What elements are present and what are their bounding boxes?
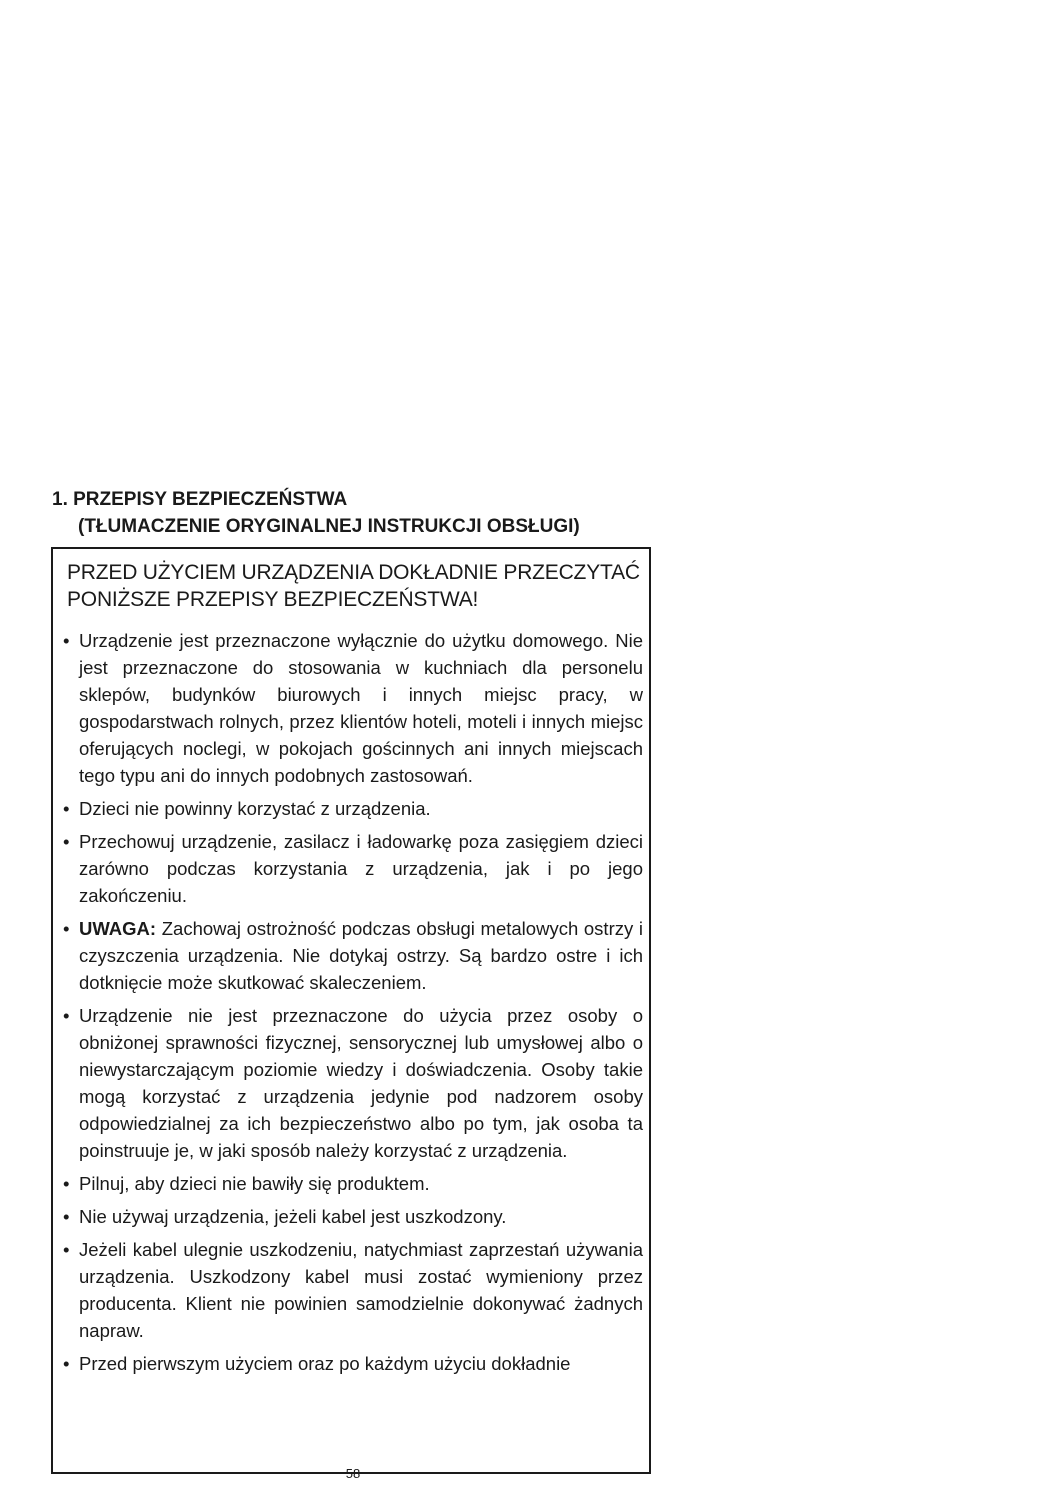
bullet-icon: •: [63, 918, 70, 939]
list-item-text: Nie używaj urządzenia, jeżeli kabel jest uszkodzony.: [79, 1206, 507, 1227]
page-number: 58: [345, 1466, 361, 1481]
list-item-text: Przechowuj urządzenie, zasilacz i ładowarkę poza zasięgiem dzieci zarówno podczas korzystania z urządzenia, jak i po jego zakończeniu.: [79, 831, 643, 906]
bullet-icon: •: [63, 1173, 70, 1194]
list-item-text: Dzieci nie powinny korzystać z urządzenia.: [79, 798, 431, 819]
bullet-icon: •: [63, 798, 70, 819]
list-item: [63, 915, 643, 996]
bullet-icon: •: [63, 630, 70, 651]
bullet-icon: •: [63, 1206, 70, 1227]
section-heading: [52, 486, 580, 540]
list-item: [63, 1236, 643, 1344]
list-item-text: Urządzenie jest przeznaczone wyłącznie do użytku domowego. Nie jest przeznaczone do stosowania w kuchniach dla personelu sklepów, budynków biurowych i innych miejsc pracy, w gospodarstwach rolnych, przez klientów hoteli, moteli i innych miejsc oferujących noclegi, w pokojach gościnnych ani innych miejscach tego typu ani do innych podobnych zastosowań.: [79, 630, 643, 786]
list-item: [63, 627, 643, 789]
bullet-icon: •: [63, 1239, 70, 1260]
list-item-text: Przed pierwszym użyciem oraz po każdym użyciu dokładnie: [79, 1353, 571, 1374]
bullet-icon: •: [63, 1005, 70, 1026]
list-item-text: Jeżeli kabel ulegnie uszkodzeniu, natychmiast zaprzestań używania urządzenia. Uszkodzony kabel musi zostać wymieniony przez producenta. Klient nie powinien samodzielnie dokonywać żadnych napraw.: [79, 1239, 643, 1341]
bullet-icon: •: [63, 831, 70, 852]
list-item-text: Urządzenie nie jest przeznaczone do użycia przez osoby o obniżonej sprawności fizycznej, sensorycznej lub umysłowej albo o niewystarczającym poziomie wiedzy i doświadczenia. Osoby takie mogą korzystać z urządzenia jedynie pod nadzorem osoby odpowiedzialnej za ich bezpieczeństwo albo po tym, jak osoba ta poinstruuje je, w jaki sposób należy korzystać z urządzenia.: [79, 1005, 643, 1161]
list-item: [63, 1170, 643, 1197]
section-heading-line1: 1. PRZEPISY BEZPIECZEŃSTWA: [52, 489, 348, 510]
list-item-text: Zachowaj ostrożność podczas obsługi metalowych ostrzy i czyszczenia urządzenia. Nie dotykaj ostrzy. Są bardzo ostre i ich dotknięcie może skutkować skaleczeniem.: [79, 918, 643, 993]
warning-label: UWAGA:: [79, 918, 157, 939]
list-item: [63, 1203, 643, 1230]
list-item: [63, 828, 643, 909]
safety-rules-list: [63, 627, 643, 1383]
list-item: [63, 1350, 643, 1377]
bullet-icon: •: [63, 1353, 70, 1374]
safety-warning-box: [51, 547, 651, 1474]
section-heading-line2: (TŁUMACZENIE ORYGINALNEJ INSTRUKCJI OBSŁUGI): [78, 516, 580, 537]
list-item: [63, 795, 643, 822]
list-item: [63, 1002, 643, 1164]
list-item-text: Pilnuj, aby dzieci nie bawiły się produktem.: [79, 1173, 430, 1194]
warning-box-title: PRZED UŻYCIEM URZĄDZENIA DOKŁADNIE PRZECZYTAĆ PONIŻSZE PRZEPISY BEZPIECZEŃSTWA!: [67, 561, 640, 611]
